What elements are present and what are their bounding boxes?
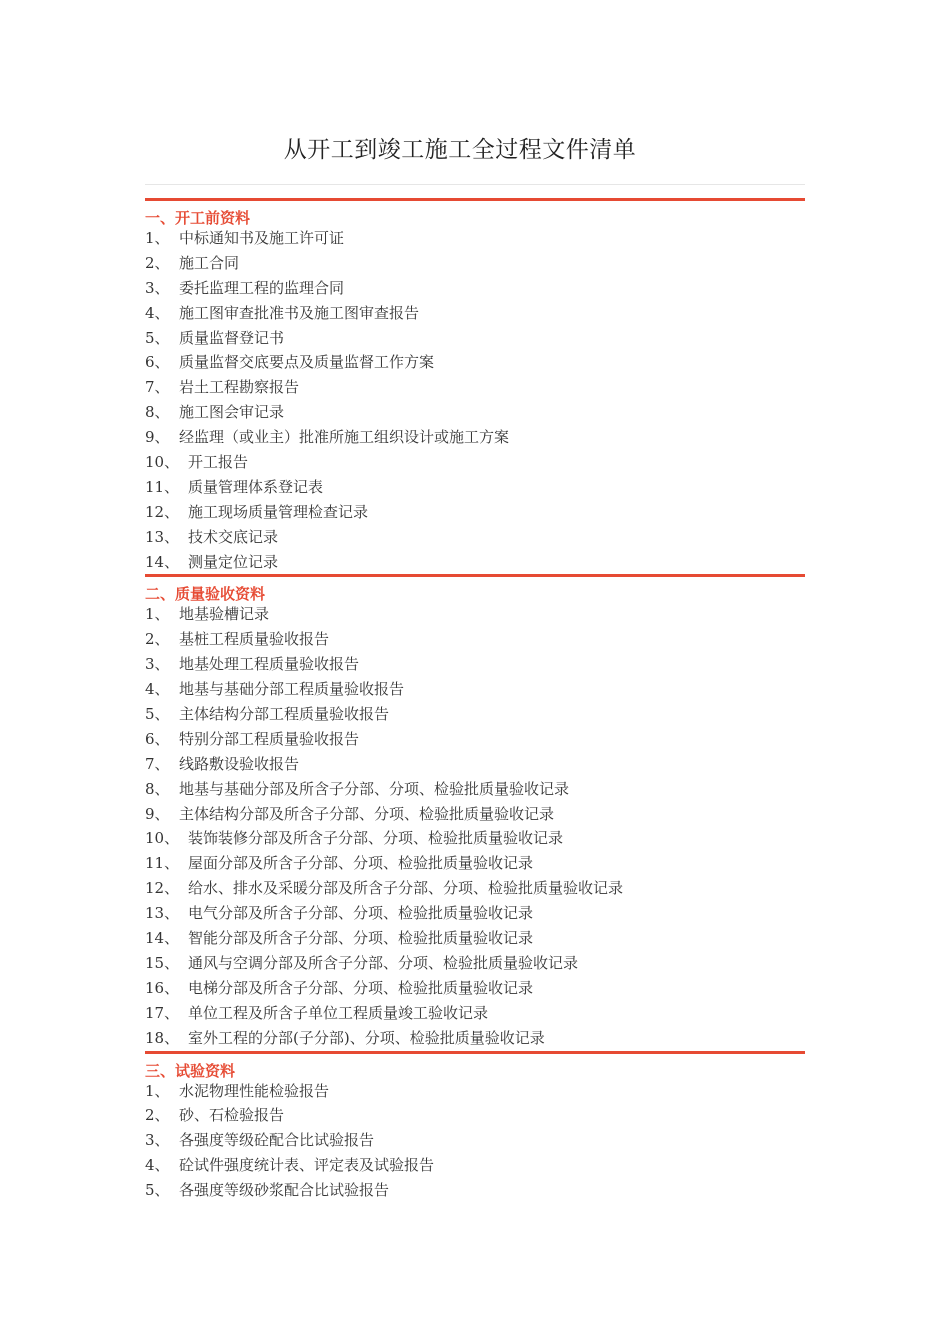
list-item	[145, 400, 805, 425]
item-number: 4、	[145, 303, 170, 322]
list-item	[145, 602, 805, 627]
item-number: 3、	[145, 278, 170, 297]
list-item	[145, 276, 805, 301]
list-item	[145, 226, 805, 251]
item-text: 质量监督交底要点及质量监督工作方案	[179, 353, 435, 372]
item-number: 11、	[145, 854, 180, 873]
item-number: 3、	[145, 1131, 170, 1150]
item-text: 屋面分部及所含子分部、分项、检验批质量验收记录	[188, 854, 534, 873]
item-text: 室外工程的分部(子分部)、分项、检验批质量验收记录	[188, 1028, 545, 1047]
list-item	[145, 901, 805, 926]
item-text: 测量定位记录	[188, 552, 279, 571]
list-item	[145, 350, 805, 375]
list-item	[145, 1103, 805, 1128]
item-text: 特别分部工程质量验收报告	[179, 729, 360, 748]
item-number: 2、	[145, 1106, 170, 1125]
item-number: 8、	[145, 779, 170, 798]
list-item	[145, 326, 805, 351]
item-text: 施工现场质量管理检查记录	[188, 502, 369, 521]
item-number: 12、	[145, 502, 180, 521]
item-text: 施工图会审记录	[179, 403, 285, 422]
item-text: 中标通知书及施工许可证	[179, 229, 345, 247]
item-number: 13、	[145, 904, 180, 923]
item-text: 基桩工程质量验收报告	[179, 630, 330, 649]
item-number: 16、	[145, 978, 180, 997]
item-text: 砂、石检验报告	[179, 1106, 285, 1125]
page-title: 从开工到竣工施工全过程文件清单	[283, 137, 637, 163]
list-item	[145, 525, 805, 550]
list-item	[145, 475, 805, 500]
list-item	[145, 951, 805, 976]
section-heading: 二、质量验收资料	[145, 585, 266, 604]
list-item	[145, 450, 805, 475]
list-item	[145, 251, 805, 276]
item-text: 各强度等级砂浆配合比试验报告	[179, 1181, 390, 1200]
list-item	[145, 500, 805, 525]
list-item	[145, 826, 805, 851]
list-item	[145, 652, 805, 677]
item-text: 电气分部及所含子分部、分项、检验批质量验收记录	[188, 904, 534, 923]
item-text: 水泥物理性能检验报告	[179, 1081, 330, 1100]
item-number: 11、	[145, 477, 180, 496]
document-content	[145, 198, 805, 1203]
item-text: 地基与基础分部及所含子分部、分项、检验批质量验收记录	[179, 779, 570, 798]
item-number: 4、	[145, 680, 170, 699]
list-item	[145, 1026, 805, 1051]
list-item	[145, 301, 805, 326]
item-text: 电梯分部及所含子分部、分项、检验批质量验收记录	[188, 978, 534, 997]
item-text: 质量管理体系登记表	[188, 477, 324, 496]
section-heading: 三、试验资料	[145, 1061, 236, 1080]
item-number: 6、	[145, 729, 170, 748]
item-text: 地基处理工程质量验收报告	[179, 655, 360, 674]
item-text: 砼试件强度统计表、评定表及试验报告	[179, 1156, 435, 1175]
list-item	[145, 752, 805, 777]
item-text: 线路敷设验收报告	[179, 754, 300, 773]
list-item	[145, 851, 805, 876]
item-number: 5、	[145, 1181, 170, 1200]
item-text: 地基与基础分部工程质量验收报告	[179, 680, 405, 699]
item-text: 智能分部及所含子分部、分项、检验批质量验收记录	[188, 929, 534, 948]
item-number: 7、	[145, 754, 170, 773]
item-number: 4、	[145, 1156, 170, 1175]
list-item	[145, 1128, 805, 1153]
section-heading: 一、开工前资料	[145, 209, 251, 227]
item-number: 1、	[145, 605, 170, 624]
list-item	[145, 1153, 805, 1178]
item-number: 12、	[145, 879, 180, 898]
item-number: 8、	[145, 403, 170, 422]
section-quality-acceptance	[145, 574, 805, 1050]
list-item	[145, 702, 805, 727]
item-text: 主体结构分部工程质量验收报告	[179, 705, 390, 724]
item-number: 10、	[145, 453, 180, 472]
section-test-materials	[145, 1051, 805, 1203]
item-number: 6、	[145, 353, 170, 372]
item-number: 7、	[145, 378, 170, 397]
list-item	[145, 1079, 805, 1104]
item-text: 技术交底记录	[188, 527, 279, 546]
item-text: 岩土工程勘察报告	[179, 378, 300, 397]
list-item	[145, 926, 805, 951]
item-text: 质量监督登记书	[179, 328, 285, 347]
item-text: 单位工程及所含子单位工程质量竣工验收记录	[188, 1003, 489, 1022]
list-item	[145, 802, 805, 827]
item-text: 经监理（或业主）批准所施工组织设计或施工方案	[179, 428, 510, 447]
list-item	[145, 425, 805, 450]
item-text: 委托监理工程的监理合同	[179, 278, 345, 297]
list-item	[145, 677, 805, 702]
list-item	[145, 627, 805, 652]
list-item	[145, 727, 805, 752]
item-text: 给水、排水及采暖分部及所含子分部、分项、检验批质量验收记录	[188, 879, 624, 898]
item-number: 14、	[145, 929, 180, 948]
list-item	[145, 1178, 805, 1203]
item-text: 开工报告	[188, 453, 249, 472]
item-number: 15、	[145, 953, 180, 972]
item-number: 3、	[145, 655, 170, 674]
item-number: 17、	[145, 1003, 180, 1022]
item-number: 2、	[145, 630, 170, 649]
section-preconstruction	[145, 198, 805, 574]
item-text: 各强度等级砼配合比试验报告	[179, 1131, 375, 1150]
list-item	[145, 876, 805, 901]
item-number: 10、	[145, 829, 180, 848]
item-number: 1、	[145, 1081, 170, 1100]
item-number: 5、	[145, 328, 170, 347]
item-text: 地基验槽记录	[179, 605, 270, 624]
item-text: 通风与空调分部及所含子分部、分项、检验批质量验收记录	[188, 953, 579, 972]
list-item	[145, 777, 805, 802]
item-number: 9、	[145, 804, 170, 823]
item-text: 施工图审查批准书及施工图审查报告	[179, 303, 420, 322]
item-number: 9、	[145, 428, 170, 447]
item-text: 装饰装修分部及所含子分部、分项、检验批质量验收记录	[188, 829, 564, 848]
item-number: 1、	[145, 229, 170, 247]
list-item	[145, 976, 805, 1001]
item-number: 14、	[145, 552, 180, 571]
item-number: 2、	[145, 253, 170, 272]
item-number: 13、	[145, 527, 180, 546]
list-item	[145, 375, 805, 400]
list-item	[145, 550, 805, 575]
title-divider	[145, 184, 805, 185]
item-text: 施工合同	[179, 253, 240, 272]
item-number: 18、	[145, 1028, 180, 1047]
item-number: 5、	[145, 705, 170, 724]
list-item	[145, 1001, 805, 1026]
item-text: 主体结构分部及所含子分部、分项、检验批质量验收记录	[179, 804, 555, 823]
